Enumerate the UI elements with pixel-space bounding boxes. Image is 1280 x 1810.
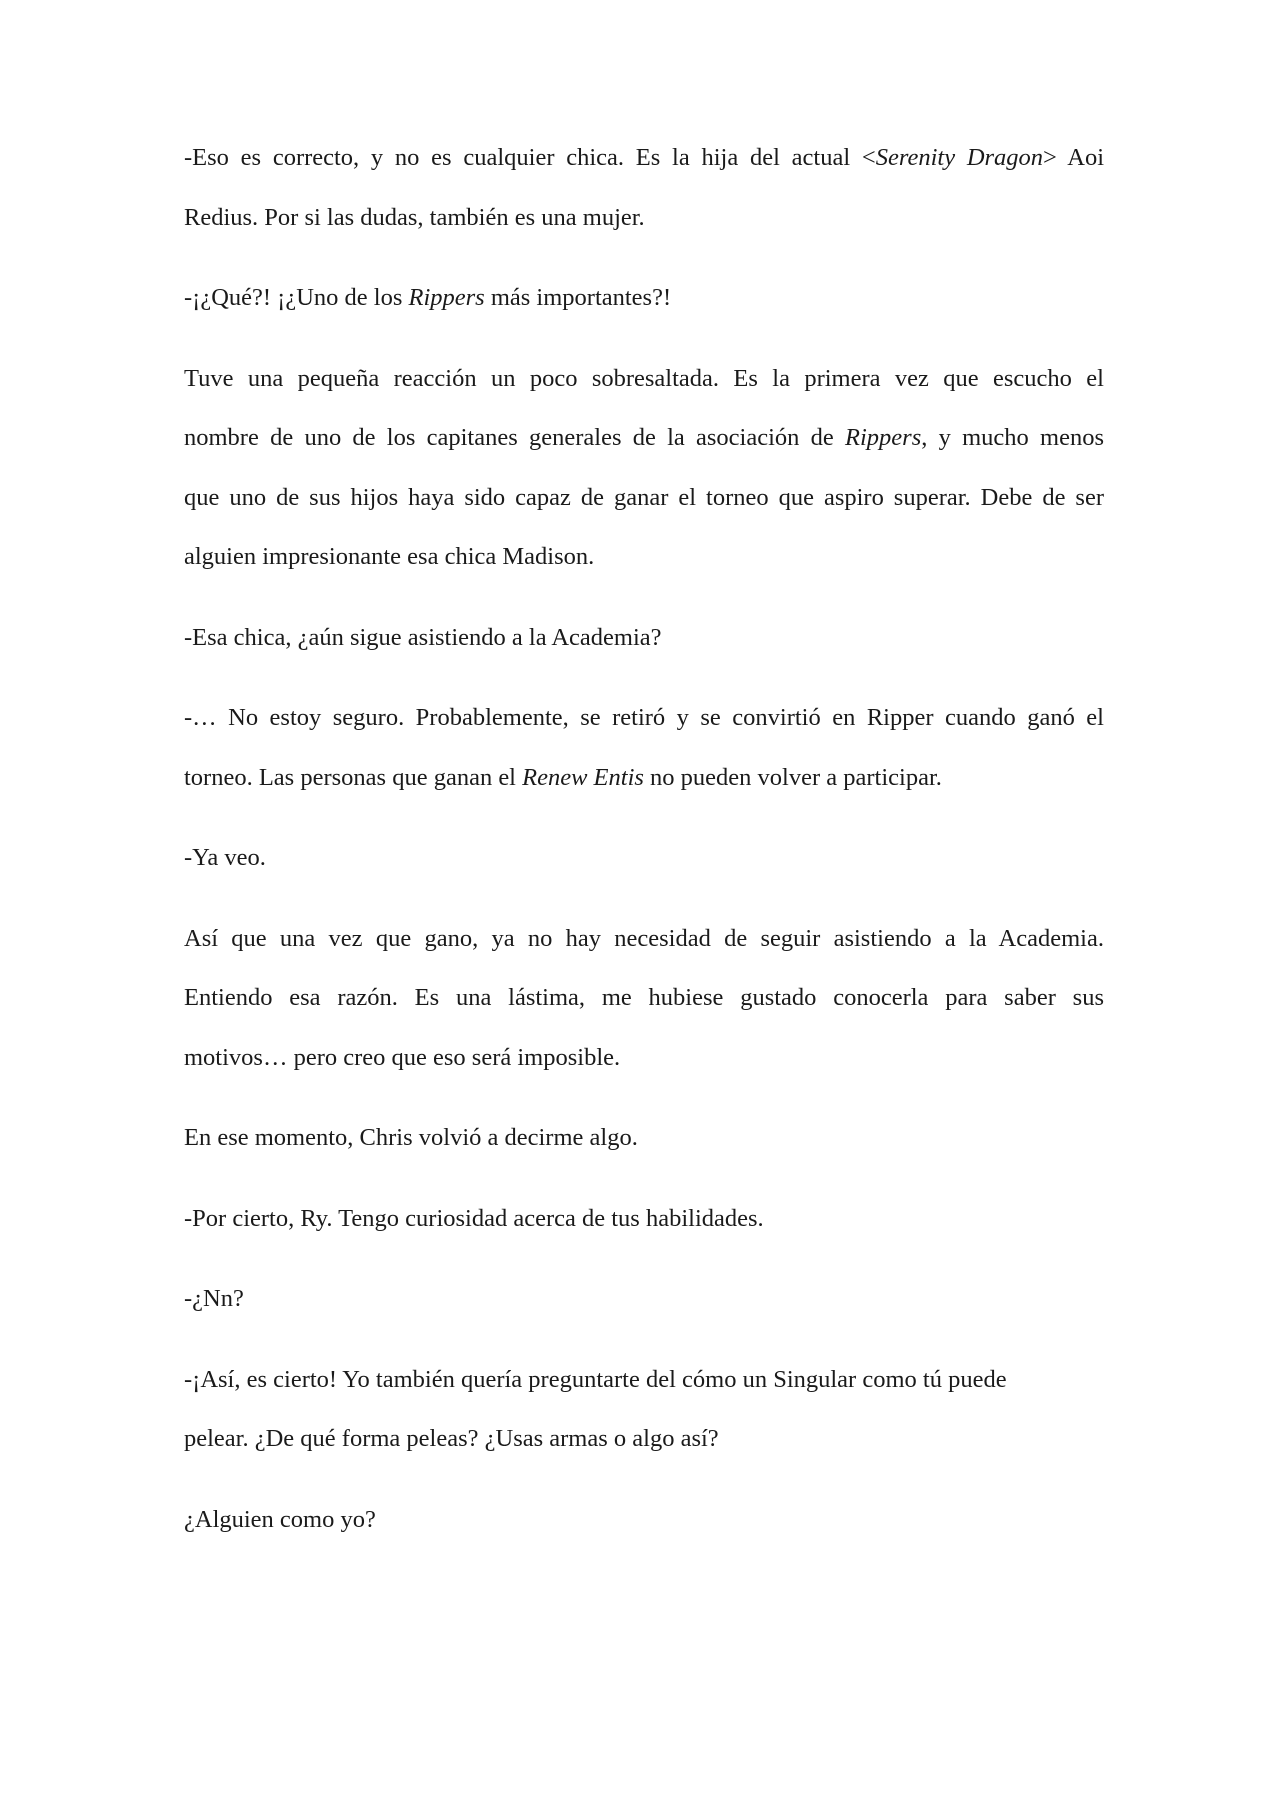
text-segment: Tuve una pequeña reacción un poco sobresaltada. Es la primera vez que escucho el [184, 364, 1104, 392]
document-page [184, 146, 1104, 1570]
text-line [184, 1350, 1104, 1410]
text-line [184, 748, 1104, 808]
text-line [184, 268, 1104, 328]
paragraph [184, 349, 1104, 587]
paragraph [184, 128, 1104, 247]
paragraph [184, 688, 1104, 807]
text-segment: -Eso es correcto, y no es cualquier chica. Es la hija del actual < [184, 144, 876, 171]
text-segment: -Esa chica, ¿aún sigue asistiendo a la Academia? [184, 623, 662, 651]
text-segment: nombre de uno de los capitanes generales de la asociación de [184, 424, 846, 451]
text-line [184, 909, 1104, 969]
text-segment: torneo. Las personas que ganan el [184, 763, 523, 791]
text-line [184, 1028, 1104, 1088]
italic-term: Serenity Dragon [875, 144, 1044, 171]
italic-term: Rippers [845, 424, 922, 451]
text-segment: -¿Nn? [184, 1285, 244, 1312]
paragraph [184, 828, 1104, 888]
paragraph [184, 608, 1104, 668]
text-line [184, 128, 1104, 188]
paragraph [184, 1108, 1104, 1168]
text-line [184, 188, 1104, 248]
text-segment: -Ya veo. [184, 844, 266, 871]
paragraph [184, 1490, 1104, 1550]
text-segment: pelear. ¿De qué forma peleas? ¿Usas armas o algo así? [184, 1425, 719, 1452]
text-segment: En ese momento, Chris volvió a decirme algo. [184, 1124, 638, 1151]
text-segment: Así que una vez que gano, ya no hay necesidad de seguir asistiendo a la Academia. [184, 924, 1104, 952]
text-segment: más importantes?! [484, 284, 672, 311]
text-line [184, 1269, 1104, 1329]
text-segment: > Aoi [1043, 144, 1105, 171]
paragraph [184, 268, 1104, 328]
text-segment: que uno de sus hijos haya sido capaz de ganar el torneo que aspiro superar. Debe de ser [184, 483, 1104, 511]
text-segment: no pueden volver a participar. [643, 763, 942, 791]
text-line [184, 1490, 1104, 1550]
paragraph [184, 1350, 1104, 1469]
text-line [184, 608, 1104, 668]
text-line [184, 468, 1104, 528]
paragraph [184, 1189, 1104, 1249]
text-line [184, 408, 1104, 468]
text-segment: ¿Alguien como yo? [184, 1505, 376, 1533]
text-line [184, 688, 1104, 748]
text-segment: Entiendo esa razón. Es una lástima, me hubiese gustado conocerla para saber sus [184, 984, 1104, 1011]
italic-term: Rippers [408, 284, 485, 311]
text-line [184, 828, 1104, 888]
text-line [184, 968, 1104, 1028]
paragraph [184, 1269, 1104, 1329]
text-segment: -… No estoy seguro. Probablemente, se retiró y se convirtió en Ripper cuando ganó el [184, 704, 1104, 731]
text-segment: alguien impresionante esa chica Madison. [184, 543, 595, 570]
text-line [184, 1108, 1104, 1168]
paragraph [184, 909, 1104, 1088]
text-segment: -Por cierto, Ry. Tengo curiosidad acerca de tus habilidades. [184, 1204, 764, 1232]
text-segment: -¡¿Qué?! ¡¿Uno de los [184, 284, 409, 311]
text-segment: -¡Así, es cierto! Yo también quería preguntarte del cómo un Singular como tú puede [184, 1365, 1007, 1393]
text-segment: motivos… pero creo que eso será imposible. [184, 1043, 621, 1071]
text-line [184, 527, 1104, 587]
text-line [184, 349, 1104, 409]
italic-term: Renew Entis [522, 763, 644, 791]
text-segment: , y mucho menos [921, 424, 1104, 451]
text-line [184, 1409, 1104, 1469]
text-line [184, 1189, 1104, 1249]
text-segment: Redius. Por si las dudas, también es una mujer. [184, 203, 645, 231]
